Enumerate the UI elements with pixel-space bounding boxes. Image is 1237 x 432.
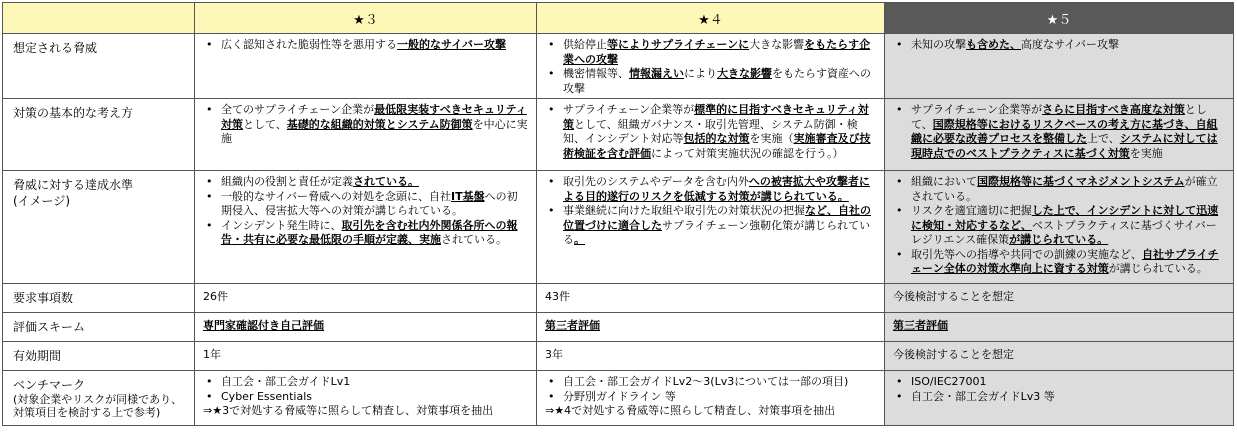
row-achievement [3,171,1234,284]
bullet-item: • 自工会・部工会ガイドLv2～3(Lv3については一部の項目) [545,375,876,390]
plain-text: 組織において [911,175,977,188]
approach-level5 [885,99,1234,171]
scheme-level4-text: 第三者評価 [545,319,600,332]
row-approach [3,99,1234,171]
plain-text: 全てのサプライチェーン企業が [221,103,375,116]
approach-level4 [537,99,885,171]
emphasized-text: など、自社の位置づけに適合した [563,204,871,232]
achievement-label: 脅威に対する達成水準 [13,178,134,192]
count-level5: 今後検討することを想定 [885,284,1234,313]
bullet-item: • 分野別ガイドライン 等 [545,390,876,405]
benchmark-sublabel: (対象企業やリスクが同様であり、対策項目を検討する上で参考) [13,393,183,419]
benchmark-label: ベンチマーク [13,378,86,392]
plain-text: として、 [243,117,287,131]
bullet-item [893,175,1225,204]
plain-text: をもたらす資産への攻撃 [563,67,871,95]
emphasized-text: さらに目指すべき高度な対策 [1042,103,1185,116]
row-validity [3,342,1234,371]
validity-level4: 3年 [537,342,885,371]
approach-level4-list [545,103,876,161]
plain-text: を中心に実施 [221,117,528,145]
plain-text: 機密情報等、 [563,67,629,80]
benchmark-level4-list [545,375,876,404]
threat-level3-list [203,38,528,53]
emphasized-text: 情報漏えい [629,67,684,80]
plain-text: 上で、 [1087,132,1120,145]
achievement-sublabel: (イメージ) [13,194,71,208]
plain-text: 一般的なサイバー脅威への対処を念頭に、自社 [221,189,452,203]
count-level3: 26件 [195,284,537,313]
bullet-item [893,204,1225,248]
bullet-item [893,103,1225,161]
emphasized-text: 取引先を含む社内外関係各所への報告・共有に必要な最低限の手順が定義、実施 [221,218,518,246]
header-level5: ★５ [885,3,1234,34]
emphasized-text: 大きな影響 [717,67,772,80]
plain-text: 取引先のシステムやデータを含む内外 [563,175,749,188]
bullet-item [203,219,528,248]
emphasized-text: されている。 [353,175,419,188]
plain-text: への初期侵入、侵害拡大等への対策が講じられている。 [221,189,518,217]
plain-text: によって対策実施状況の確認を行う。） [651,146,844,160]
plain-text: を実施（ [749,132,794,145]
plain-text: インシデント発生時に、 [221,218,342,232]
row-count [3,284,1234,313]
row-scheme [3,313,1234,342]
emphasized-text: 最低限実装すべきセキュリティ対策 [221,103,527,131]
plain-text: 事業継続に向けた取組や取引先の対策状況の把握 [563,204,805,217]
emphasized-text: をもたらす企業への攻撃 [563,38,871,66]
emphasized-text: 等によりサプライチェーンに [607,38,750,51]
bullet-item [893,38,1225,53]
threat-level4 [537,34,885,99]
security-level-table [2,2,1234,426]
bullet-item [545,175,876,204]
achievement-level3-list [203,175,528,248]
benchmark-level3-list [203,375,528,404]
emphasized-text: への被害拡大や攻撃者による目的遂行のリスクを低減する対策が講じられている。 [563,175,870,203]
emphasized-text: IT基盤 [451,189,485,203]
header-blank [3,3,195,34]
plain-text: 供給停止 [563,38,607,51]
header-level4: ★４ [537,3,885,34]
plain-text: が講じられている。 [1108,262,1208,275]
header-level3: ★３ [195,3,537,34]
bullet-item [545,103,876,161]
emphasized-text: が講じられている。 [1009,233,1109,246]
scheme-level3-text: 専門家確認付き自己評価 [203,319,324,332]
plain-text: 広く認知された脆弱性等を悪用する [221,38,397,51]
emphasized-text: 国際規格等に基づくマネジメントシステム [977,175,1185,188]
row-benchmark [3,371,1234,426]
plain-text: 高度なサイバー攻撃 [1021,38,1120,51]
bullet-item [203,190,528,219]
approach-level3-list [203,103,528,147]
emphasized-text: 実施審査及び技術検証を含む評価 [563,132,871,160]
bullet-item [893,248,1225,277]
threat-level3 [195,34,537,99]
row-label-threat: 想定される脅威 [3,34,195,99]
benchmark-level3-note: ⇒★3で対処する脅威等に照らして精査し、対策事項を抽出 [203,404,494,417]
benchmark-level4-note: ⇒★4で対処する脅威等に照らして精査し、対策事項を抽出 [545,404,836,417]
approach-level5-list [893,103,1225,161]
achievement-level3 [195,171,537,284]
header-row [3,3,1234,34]
row-label-scheme: 評価スキーム [3,313,195,342]
benchmark-level3 [195,371,537,426]
plain-text: 取引先等への指導や共同での訓練の実施など、 [911,247,1142,261]
plain-text: されている。 [441,233,507,246]
emphasized-text: 国際規格等におけるリスクベースの考え方に基づき、自組織に必要な改善プロセスを整備した [911,117,1218,145]
bullet-item: • 自工会・部工会ガイドLv1 [203,375,528,390]
validity-level5: 今後検討することを想定 [885,342,1234,371]
emphasized-text: 包括的な対策 [683,132,750,145]
row-label-approach: 対策の基本的な考え方 [3,99,195,171]
scheme-level4 [537,313,885,342]
plain-text: 組織内の役割と責任が定義 [221,175,353,188]
plain-text: リスクを適宜適切に把握 [911,204,1032,217]
achievement-level5-list [893,175,1225,277]
bullet-item [203,103,528,147]
threat-level5-list [893,38,1225,53]
bullet-item: • 自工会・部工会ガイドLv3 等 [893,390,1225,405]
scheme-level5 [885,313,1234,342]
scheme-level5-text: 第三者評価 [893,319,948,332]
row-threat [3,34,1234,99]
threat-level4-list [545,38,876,96]
scheme-level3 [195,313,537,342]
emphasized-text: 基礎的な組織的対策とシステム防御策 [286,117,473,131]
row-label-validity: 有効期間 [3,342,195,371]
plain-text: を実施 [1129,146,1163,160]
emphasized-text: システムに対しては現時点でのベストプラクティスに基づく対策 [911,132,1218,160]
achievement-level5 [885,171,1234,284]
row-label-benchmark [3,371,195,426]
bullet-item [203,175,528,190]
bullet-item [203,38,528,53]
row-label-achievement [3,171,195,284]
benchmark-level4 [537,371,885,426]
plain-text: 未知の攻撃 [911,38,966,51]
plain-text: が確立されている。 [911,175,1218,203]
emphasized-text: した上で、インシデントに対して迅速に検知・対応するなど、 [911,204,1219,232]
bullet-item: • ISO/IEC27001 [893,375,1225,390]
plain-text: により [684,67,717,80]
bullet-item [545,67,876,96]
bullet-item [545,38,876,67]
plain-text: サプライチェーン企業等が [563,103,695,116]
threat-level5 [885,34,1234,99]
plain-text: 大きな影響 [749,38,805,51]
plain-text: サプライチェーン強靭化策が講じられている [563,218,871,246]
benchmark-level5 [885,371,1234,426]
row-label-count: 要求事項数 [3,284,195,313]
plain-text: として、 [911,103,1207,131]
emphasized-text: も含めた、 [966,38,1021,51]
plain-text: として、組織ガバナンス・取引先管理、システム防御・検知、インシデント対応等 [563,117,858,145]
validity-level3: 1年 [195,342,537,371]
emphasized-text: 一般的なサイバー攻撃 [397,38,507,51]
bullet-item [545,204,876,248]
emphasized-text: 。 [574,233,585,246]
plain-text: ベストプラクティスに基づくサイバーレジリエンス確保策 [911,218,1217,246]
benchmark-level5-list [893,375,1225,404]
bullet-item: • Cyber Essentials [203,390,528,405]
count-level4: 43件 [537,284,885,313]
achievement-level4-list [545,175,876,248]
emphasized-text: 標準的に目指すべきセキュリティ対策 [563,103,869,131]
achievement-level4 [537,171,885,284]
emphasized-text: 自社サプライチェーン全体の対策水準向上に資する対策 [911,247,1219,275]
plain-text: サプライチェーン企業等が [911,103,1043,116]
approach-level3 [195,99,537,171]
